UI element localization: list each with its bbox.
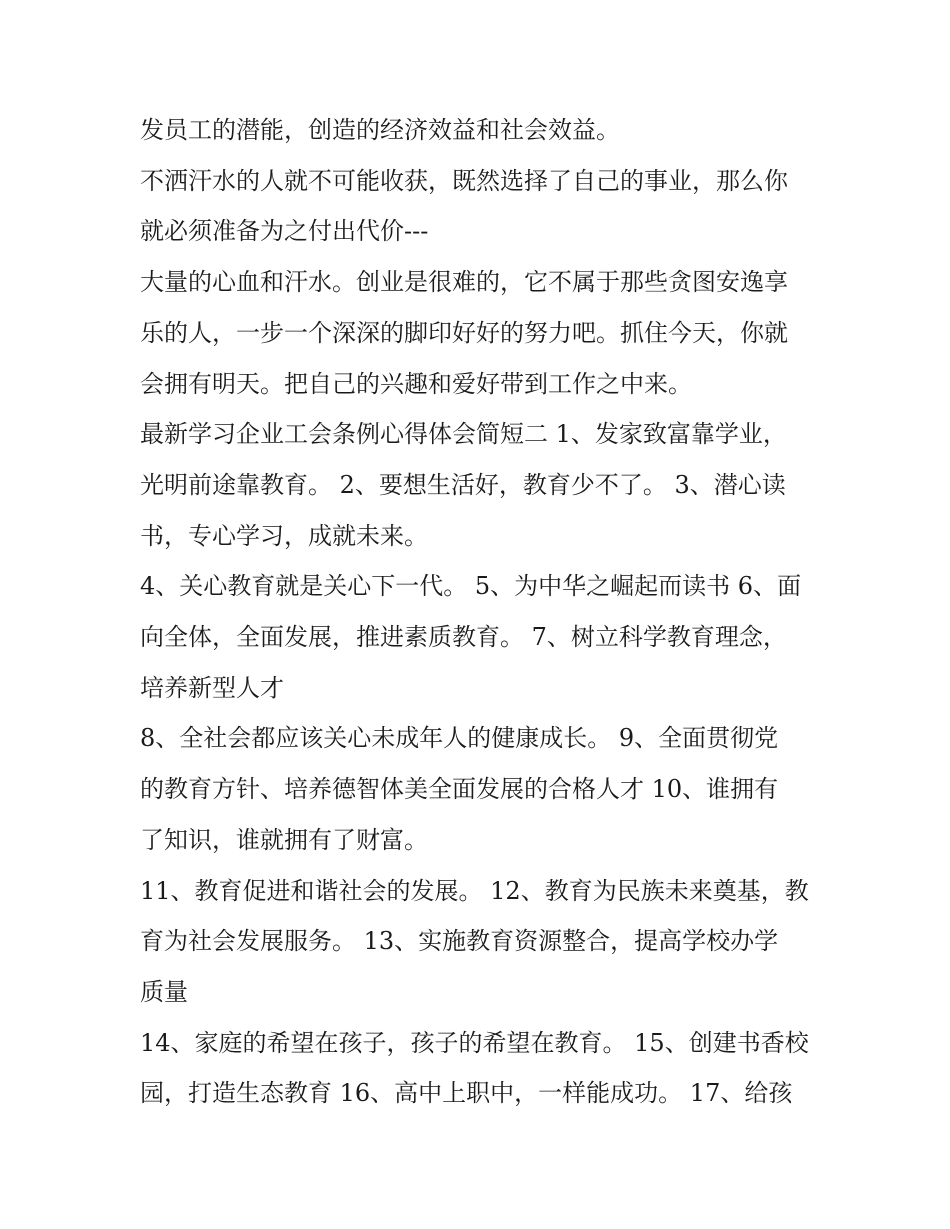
paragraph-4 — [140, 409, 820, 561]
text-line: 4、关心教育就是关心下一代。 5、为中华之崛起而读书 6、面 — [140, 572, 802, 601]
text-line: 14、家庭的希望在孩子，孩子的希望在教育。 15、创建书香校 — [140, 1028, 809, 1057]
text-line: 光明前途靠教育。 2、要想生活好，教育少不了。 3、潜心读 — [140, 470, 786, 499]
paragraph-6 — [140, 713, 820, 865]
paragraph-1 — [140, 105, 820, 156]
paragraph-7 — [140, 866, 820, 1018]
text-line: 不洒汗水的人就不可能收获，既然选择了自己的事业，那么你 — [140, 166, 788, 195]
text-line: 发员工的潜能，创造的经济效益和社会效益。 — [140, 116, 620, 144]
text-line: 会拥有明天。把自己的兴趣和爱好带到工作之中来。 — [140, 369, 692, 398]
text-line: 书，专心学习，成就未来。 — [140, 521, 428, 550]
text-line: 就必须准备为之付出代价--- — [140, 217, 429, 246]
text-line: 向全体，全面发展，推进素质教育。 7、树立科学教育理念， — [140, 623, 787, 652]
text-line: 培养新型人才 — [140, 673, 284, 702]
text-line: 乐的人，一步一个深深的脚印好好的努力吧。抓住今天，你就 — [140, 318, 788, 347]
text-line: 育为社会发展服务。 13、实施教育资源整合，提高学校办学 — [140, 927, 779, 956]
text-line: 园，打造生态教育 16、高中上职中，一样能成功。 17、给孩 — [140, 1079, 793, 1108]
paragraph-5 — [140, 561, 820, 713]
text-line: 质量 — [140, 977, 188, 1006]
text-line: 大量的心血和汗水。创业是很难的，它不属于那些贪图安逸享 — [140, 268, 788, 297]
text-line: 了知识，谁就拥有了财富。 — [140, 825, 428, 854]
text-line: 的教育方针、培养德智体美全面发展的合格人才 10、谁拥有 — [140, 775, 779, 804]
text-line: 8、全社会都应该关心未成年人的健康成长。 9、全面贯彻党 — [140, 724, 779, 753]
paragraph-2 — [140, 156, 820, 257]
document-body — [140, 105, 820, 1119]
text-line: 最新学习企业工会条例心得体会简短二 1、发家致富靠学业， — [140, 420, 787, 449]
paragraph-3 — [140, 257, 820, 409]
text-line: 11、教育促进和谐社会的发展。 12、教育为民族未来奠基，教 — [140, 876, 809, 905]
paragraph-8 — [140, 1018, 820, 1119]
